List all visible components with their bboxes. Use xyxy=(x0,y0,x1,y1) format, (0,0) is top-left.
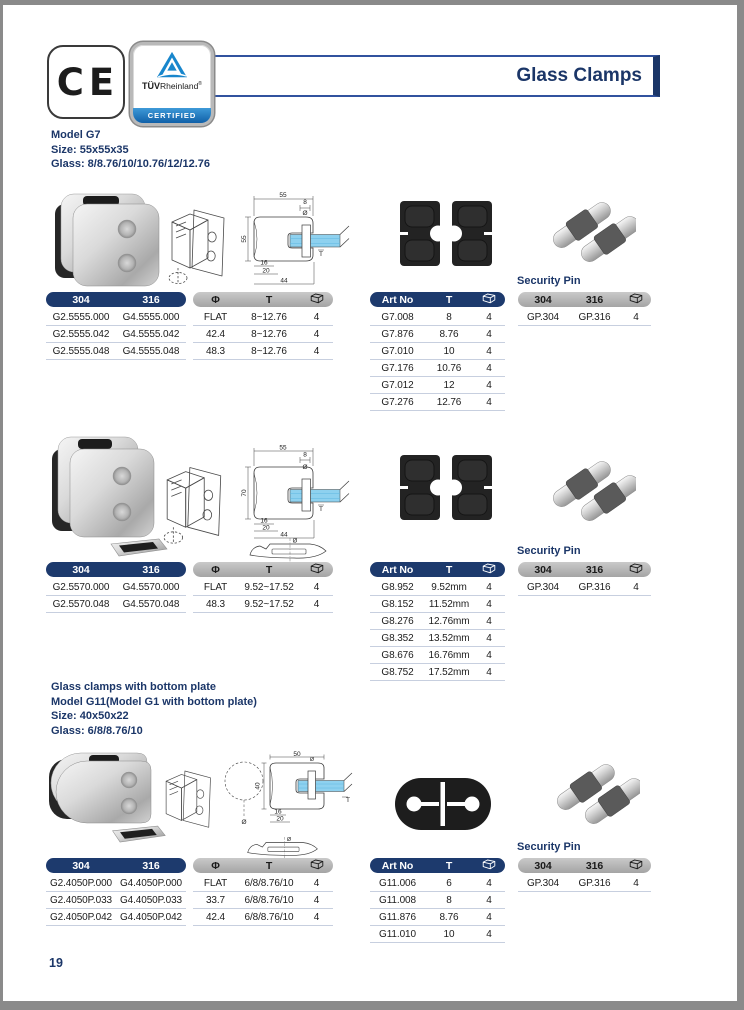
carton-icon xyxy=(473,293,505,306)
col-phi: Φ xyxy=(211,563,220,576)
table-row: G2.4050P.033 G4.4050P.033 33.7 6/8/8.76/10 4 xyxy=(46,892,333,909)
security-pin-label-s1: Security Pin xyxy=(517,275,581,287)
security-pins-photo-g7 xyxy=(544,191,636,271)
col-phi: Φ xyxy=(211,859,220,872)
col-304: 304 xyxy=(72,293,90,306)
side-view-drawing-s2 xyxy=(246,537,331,563)
title-line: Glass clamps with bottom plate xyxy=(51,681,217,693)
carton-icon xyxy=(621,859,651,872)
table-row: G7.876 8.76 4 xyxy=(370,326,505,343)
tuv-certified-logo xyxy=(130,42,214,126)
ce-mark-text: CE xyxy=(56,60,120,104)
carton-icon xyxy=(621,563,651,576)
dim-height: 40 xyxy=(254,782,262,790)
dim-a: 16 xyxy=(260,517,268,525)
clamp-photo-g7 xyxy=(53,192,161,288)
col-316: 316 xyxy=(142,563,160,576)
table-row: G7.010 10 4 xyxy=(370,343,505,360)
table-row: G8.752 17.52mm 4 xyxy=(370,664,505,681)
table-row: G2.5555.048 G4.5555.048 48.3 8~12.76 4 xyxy=(46,343,333,360)
page-title-banner xyxy=(205,55,660,97)
carton-icon xyxy=(300,293,333,306)
col-t: T xyxy=(445,293,453,306)
s1-main-table xyxy=(46,292,333,360)
rubber-gaskets-photo-g8 xyxy=(400,452,492,524)
dim-width: 55 xyxy=(279,444,287,452)
size-line: Size: 40x50x22 xyxy=(51,710,129,722)
dim-c: 44 xyxy=(280,531,288,539)
security-pins-photo-g11 xyxy=(548,753,640,833)
size-line: Size: 55x55x35 xyxy=(51,143,129,156)
s2-pin-table xyxy=(518,562,651,596)
s3-main-header xyxy=(46,858,333,873)
tuv-certified-bar: CERTIFIED xyxy=(133,108,211,123)
dim-hole: 8 xyxy=(303,451,307,459)
isometric-drawing-g8 xyxy=(161,450,231,555)
tuv-triangle-icon xyxy=(155,50,189,80)
dim-c: 44 xyxy=(280,277,288,285)
col-304: 304 xyxy=(534,859,552,872)
col-304: 304 xyxy=(534,293,552,306)
table-row: G2.5555.000 G4.5555.000 FLAT 8~12.76 4 xyxy=(46,309,333,326)
table-row: G7.008 8 4 xyxy=(370,309,505,326)
table-row: G2.5570.048 G4.5570.048 48.3 9.52~17.52 4 xyxy=(46,596,333,613)
rubber-gasket-photo-g11 xyxy=(394,773,492,835)
table-row: G11.010 10 4 xyxy=(370,926,505,943)
col-t: T xyxy=(265,563,273,576)
table-row: G11.008 8 4 xyxy=(370,892,505,909)
ce-mark-logo xyxy=(47,45,125,119)
dim-a: 16 xyxy=(260,259,268,267)
dim-width: 50 xyxy=(293,751,301,758)
dim-b: 20 xyxy=(276,815,284,823)
dim-height: 55 xyxy=(241,235,248,243)
table-row: G7.012 12 4 xyxy=(370,377,505,394)
s3-pin-table xyxy=(518,858,651,892)
isometric-drawing-g7 xyxy=(166,198,234,290)
table-row: G7.276 12.76 4 xyxy=(370,394,505,411)
col-artno: Art No xyxy=(381,859,414,872)
table-row: G2.4050P.042 G4.4050P.042 42.4 6/8/8.76/10 4 xyxy=(46,909,333,926)
col-304: 304 xyxy=(534,563,552,576)
page-title: Glass Clamps xyxy=(516,65,642,86)
page-number: 19 xyxy=(49,956,63,970)
col-316: 316 xyxy=(585,563,604,576)
table-row: G2.4050P.000 G4.4050P.000 FLAT 6/8/8.76/10 4 xyxy=(46,875,333,892)
col-artno: Art No xyxy=(381,293,414,306)
carton-icon xyxy=(473,563,505,576)
dim-t: T xyxy=(346,797,350,804)
table-row: G8.352 13.52mm 4 xyxy=(370,630,505,647)
table-row: G2.5555.042 G4.5555.042 42.4 8~12.76 4 xyxy=(46,326,333,343)
rubber-gaskets-photo-g7 xyxy=(400,198,492,270)
s1-pin-table xyxy=(518,292,651,326)
isometric-drawing-g11 xyxy=(161,755,219,845)
bottom-plate-photo-s3 xyxy=(105,823,169,848)
dim-t: T xyxy=(319,251,323,258)
table-row: G8.276 12.76mm 4 xyxy=(370,613,505,630)
s2-art-table xyxy=(370,562,505,681)
table-row: G8.152 11.52mm 4 xyxy=(370,596,505,613)
table-row: G2.5570.000 G4.5570.000 FLAT 9.52~17.52 4 xyxy=(46,579,333,596)
s1-main-header xyxy=(46,292,333,307)
dim-width: 55 xyxy=(279,192,287,199)
col-304: 304 xyxy=(72,563,90,576)
dim-a: 16 xyxy=(274,808,282,816)
clamp-photo-g8 xyxy=(50,435,156,539)
section1-heading xyxy=(51,128,210,172)
dim-dia: Ø xyxy=(302,210,308,217)
s1-art-table xyxy=(370,292,505,411)
carton-icon xyxy=(473,859,505,872)
col-t: T xyxy=(265,859,273,872)
dimension-drawing-g11 xyxy=(222,751,353,827)
s2-main-header xyxy=(46,562,333,577)
table-row: G8.952 9.52mm 4 xyxy=(370,579,505,596)
s2-main-table xyxy=(46,562,333,613)
security-pins-photo-g8 xyxy=(544,450,636,530)
dim-dia: Ø xyxy=(309,757,315,763)
dimension-drawing-g8 xyxy=(240,443,353,539)
table-row: G7.176 10.76 4 xyxy=(370,360,505,377)
col-artno: Art No xyxy=(381,563,414,576)
col-t: T xyxy=(445,563,453,576)
table-row: G8.676 16.76mm 4 xyxy=(370,647,505,664)
table-row: GP.304 GP.316 4 xyxy=(518,309,651,326)
section3-heading xyxy=(51,680,257,738)
dim-hole: 8 xyxy=(303,199,307,206)
carton-icon xyxy=(300,859,333,872)
dim-b: 20 xyxy=(262,524,270,532)
tuv-brand-text: TÜVRheinland® xyxy=(142,80,202,91)
side-view-drawing-s3 xyxy=(244,836,322,860)
glass-line: Glass: 8/8.76/10/10.76/12/12.76 xyxy=(51,158,211,170)
col-t: T xyxy=(265,293,273,306)
table-row: G11.876 8.76 4 xyxy=(370,909,505,926)
dim-circle-dia: Ø xyxy=(241,819,247,826)
security-pin-label-s2: Security Pin xyxy=(517,545,581,557)
col-316: 316 xyxy=(585,293,604,306)
col-t: T xyxy=(445,859,453,872)
model-line: Model G11(Model G1 with bottom plate) xyxy=(51,695,257,708)
dimension-drawing-g7 xyxy=(240,188,353,292)
table-row: G11.006 6 4 xyxy=(370,875,505,892)
dim-dia: Ø xyxy=(302,464,308,471)
dim-side-dia: Ø xyxy=(286,837,292,844)
col-phi: Φ xyxy=(211,293,220,306)
carton-icon xyxy=(300,563,333,576)
col-316: 316 xyxy=(142,859,160,872)
carton-icon xyxy=(621,293,651,306)
dim-side-dia: Ø xyxy=(292,538,298,545)
dim-height: 70 xyxy=(241,489,248,497)
table-row: GP.304 GP.316 4 xyxy=(518,579,651,596)
dim-b: 20 xyxy=(262,267,270,275)
col-316: 316 xyxy=(142,293,160,306)
glass-line: Glass: 6/8/8.76/10 xyxy=(51,724,143,737)
s3-art-table xyxy=(370,858,505,943)
col-304: 304 xyxy=(72,859,90,872)
table-row: GP.304 GP.316 4 xyxy=(518,875,651,892)
col-316: 316 xyxy=(585,859,604,872)
security-pin-label-s3: Security Pin xyxy=(517,841,581,853)
model-line: Model G7 xyxy=(51,129,101,141)
clamp-photo-g11 xyxy=(47,749,157,829)
dim-t: T xyxy=(319,506,323,513)
s3-main-table xyxy=(46,858,333,926)
